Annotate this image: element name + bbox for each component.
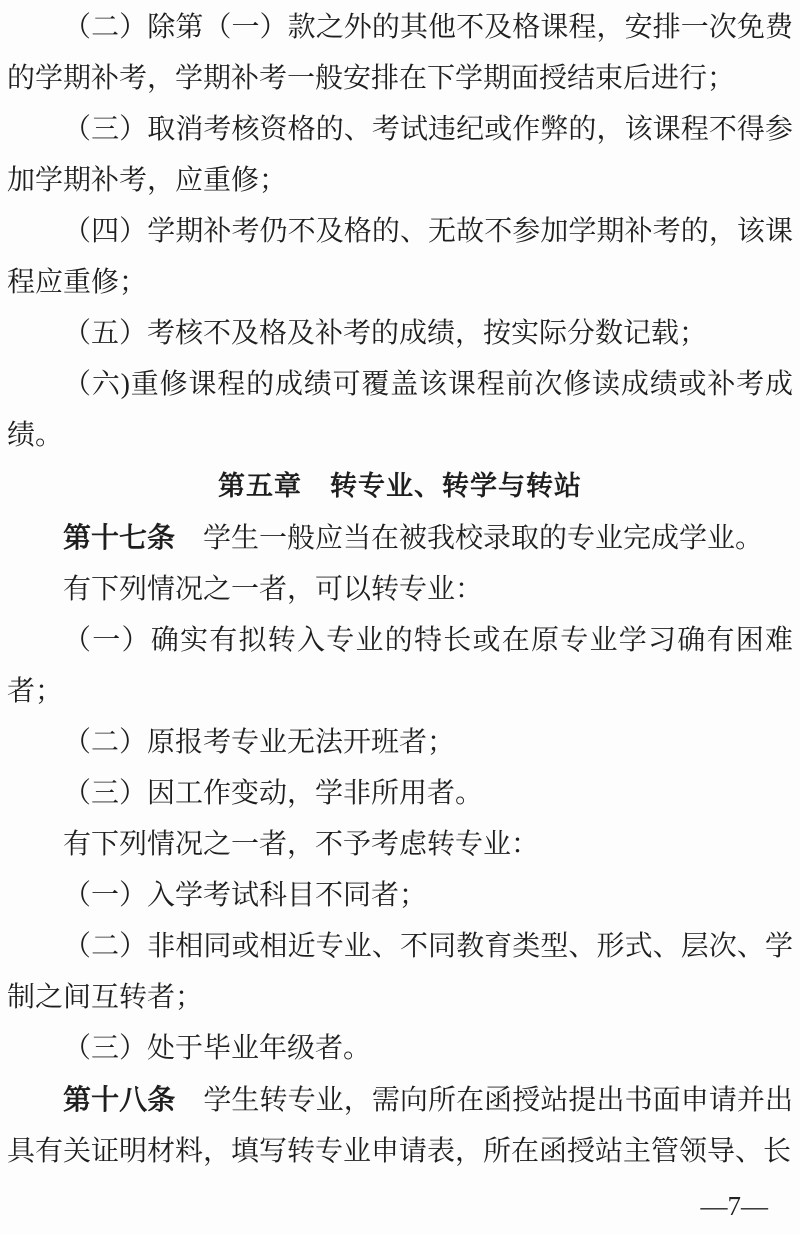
article-number-lead: 第十七条: [63, 522, 176, 553]
paragraph: （三）取消考核资格的、考试违纪或作弊的，该课程不得参加学期补考，应重修；: [7, 114, 793, 196]
paragraph: （六)重修课程的成绩可覆盖该课程前次修读成绩或补考成绩。: [7, 369, 793, 451]
paragraph: （四）学期补考仍不及格的、无故不参加学期补考的，该课程应重修；: [7, 216, 793, 298]
paragraph-text: 学生转专业，需向所在函授站提出书面申请并出具有关证明材料，填写转专业申请表，所在函授站主管领导、长: [7, 1085, 793, 1167]
paragraph: 有下列情况之一者，不予考虑转专业：: [63, 829, 540, 860]
paragraph: （一）确实有拟转入专业的特长或在原专业学习确有困难者；: [7, 625, 793, 707]
paragraph: 有下列情况之一者，可以转专业：: [63, 574, 484, 605]
paragraph-text: 学生一般应当在被我校录取的专业完成学业。: [203, 523, 764, 554]
article-number-lead: 第十八条: [63, 1084, 176, 1115]
paragraph: （二）除第（一）款之外的其他不及格课程，安排一次免费的学期补考，学期补考一般安排在下学期面授结束后进行；: [7, 12, 793, 94]
paragraph: （三）因工作变动，学非所用者。: [63, 778, 484, 809]
chapter-heading: 第五章 转专业、转学与转站: [218, 471, 582, 501]
paragraph: [7, 1074, 793, 1177]
page-number: —7—: [700, 1191, 768, 1221]
paragraph: （二）非相同或相近专业、不同教育类型、形式、层次、学制之间互转者；: [7, 931, 793, 1013]
paragraph: （一）入学考试科目不同者；: [63, 880, 428, 911]
paragraph: （三）处于毕业年级者。: [63, 1033, 372, 1064]
paragraph: （五）考核不及格及补考的成绩，按实际分数记载；: [63, 318, 708, 349]
paragraph: [7, 512, 793, 564]
paragraph: （二）原报考专业无法开班者；: [63, 727, 456, 758]
